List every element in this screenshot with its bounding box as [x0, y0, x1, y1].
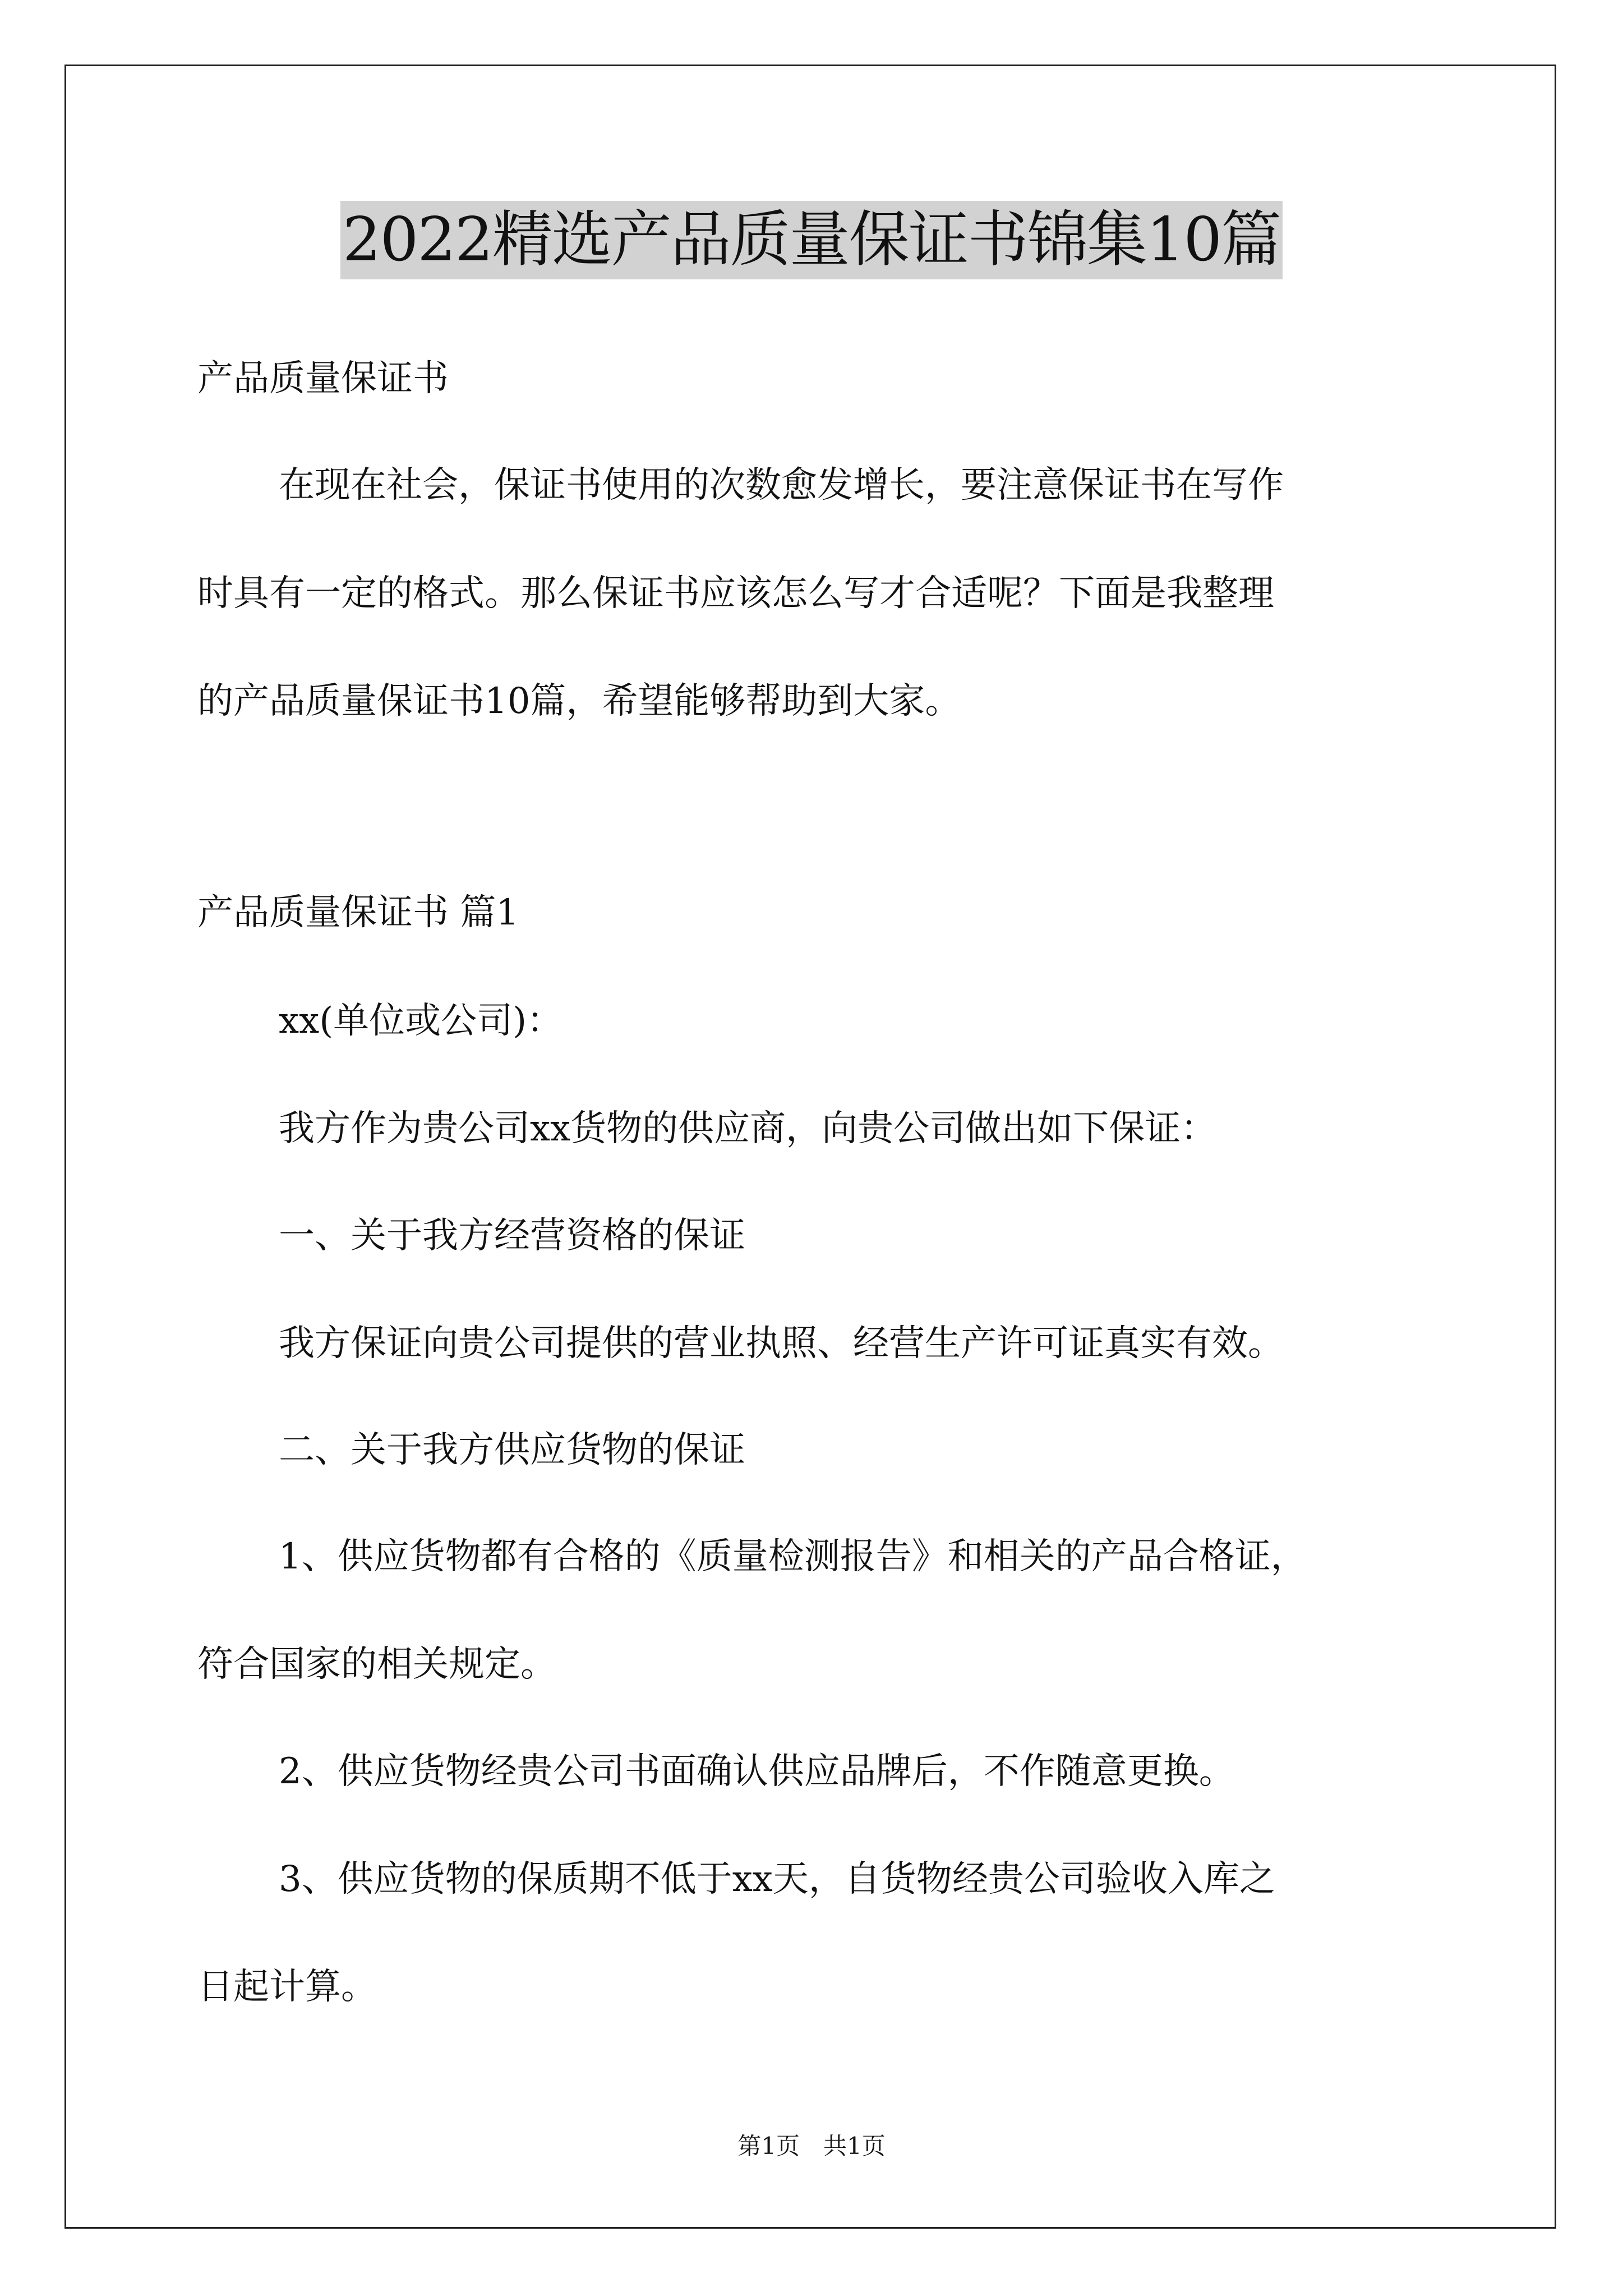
section-heading: 产品质量保证书 篇1 — [197, 892, 519, 933]
paragraph-line: 二、关于我方供应货物的保证 — [279, 1429, 745, 1471]
section-heading: 产品质量保证书 — [197, 358, 449, 399]
paragraph-line: 我方作为贵公司xx货物的供应商，向贵公司做出如下保证： — [279, 1108, 1217, 1149]
document-title: 2022精选产品质量保证书锦集10篇 — [340, 201, 1283, 279]
paragraph-line: 时具有一定的格式。那么保证书应该怎么写才合适呢？下面是我整理 — [197, 573, 1274, 614]
paragraph-line: 1、供应货物都有合格的《质量检测报告》和相关的产品合格证， — [279, 1536, 1307, 1577]
title-container — [0, 201, 1623, 279]
paragraph-line: 在现在社会，保证书使用的次数愈发增长，要注意保证书在写作 — [279, 464, 1284, 506]
paragraph-line: 的产品质量保证书10篇，希望能够帮助到大家。 — [197, 680, 961, 722]
paragraph-line: 我方保证向贵公司提供的营业执照、经营生产许可证真实有效。 — [279, 1323, 1284, 1364]
page-footer: 第1页 共1页 — [737, 2132, 886, 2160]
paragraph-line: 一、关于我方经营资格的保证 — [279, 1215, 745, 1257]
paragraph-line: 3、供应货物的保质期不低于xx天，自货物经贵公司验收入库之 — [279, 1858, 1275, 1900]
paragraph-line: 符合国家的相关规定。 — [197, 1644, 556, 1685]
paragraph-line: 2、供应货物经贵公司书面确认供应品牌后，不作随意更换。 — [279, 1751, 1235, 1792]
paragraph-line: xx(单位或公司)： — [279, 1000, 563, 1042]
paragraph-line: 日起计算。 — [197, 1966, 377, 2008]
